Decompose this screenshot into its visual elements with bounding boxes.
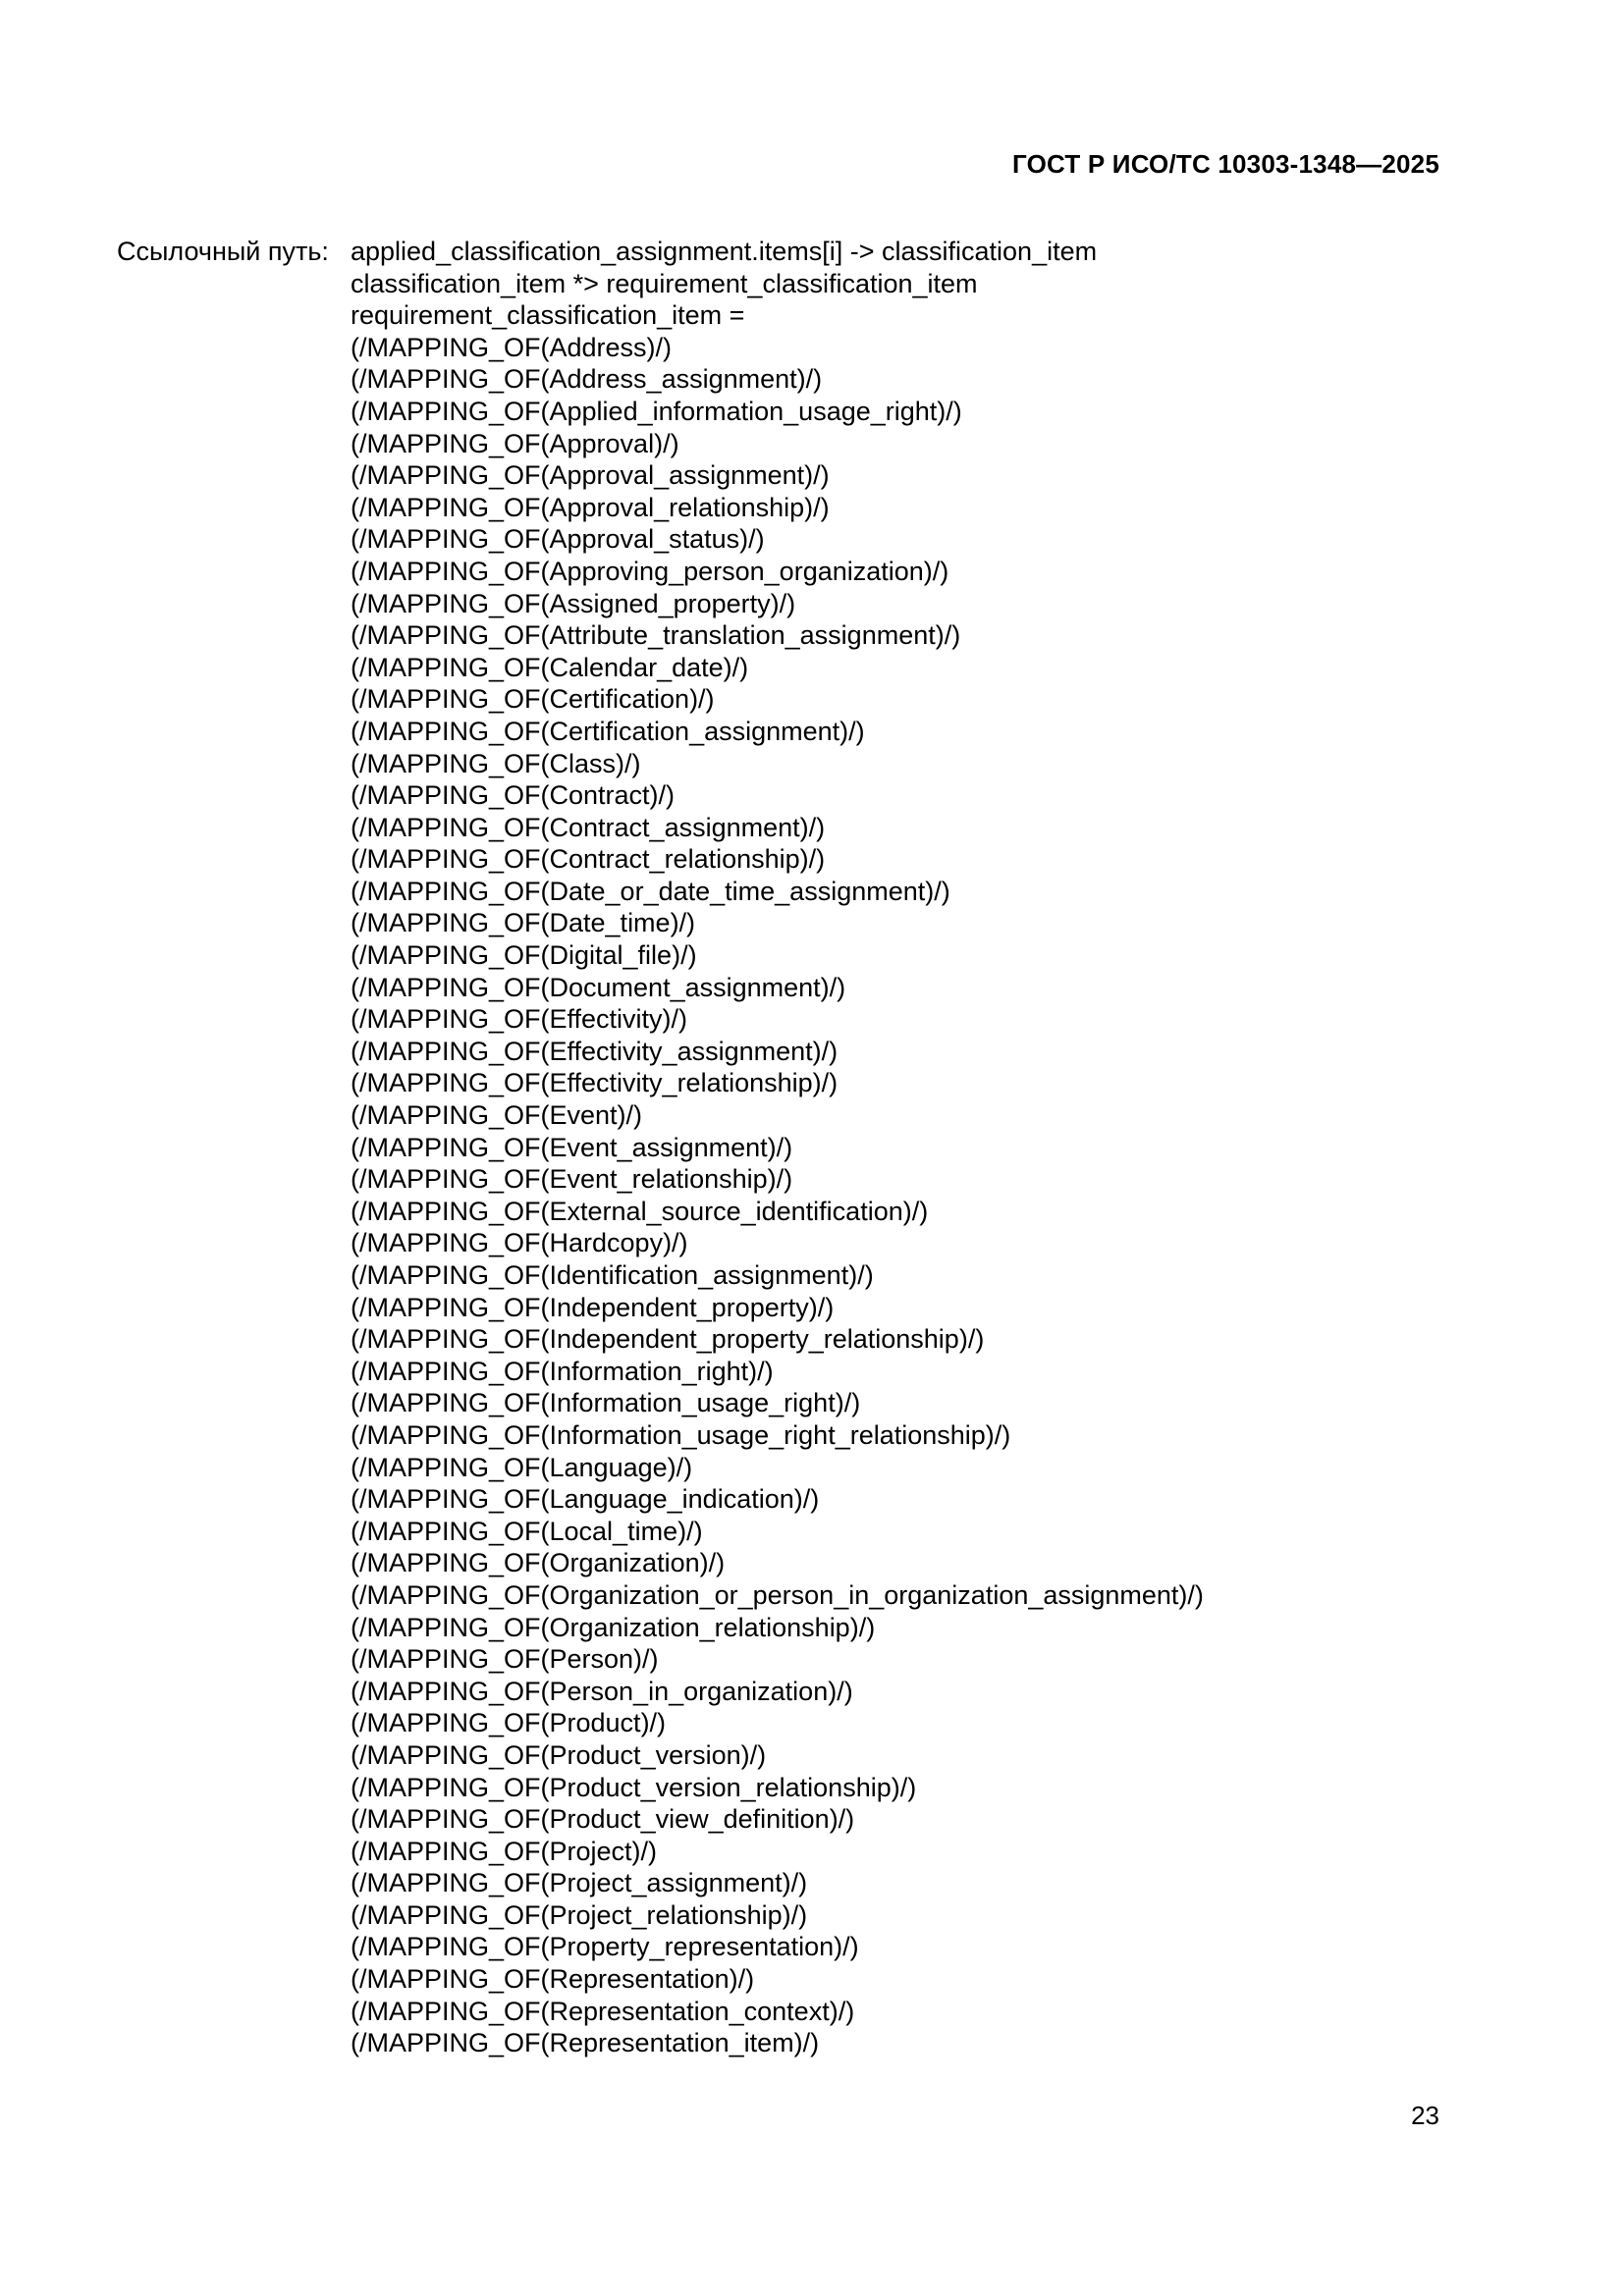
reference-path-line: (/MAPPING_OF(Attribute_translation_assignment)/) [351,620,961,651]
reference-path-line: requirement_classification_item = [351,300,745,331]
reference-path-line: (/MAPPING_OF(Effectivity_relationship)/) [351,1068,839,1098]
reference-path-line: (/MAPPING_OF(Approval)/) [351,428,679,458]
reference-path-line: (/MAPPING_OF(External_source_identification)/) [351,1196,929,1226]
reference-path-line: (/MAPPING_OF(Representation_item)/) [351,2028,820,2058]
reference-path-line: (/MAPPING_OF(Approving_person_organization)/) [351,556,949,586]
reference-path-line: (/MAPPING_OF(Information_usage_right)/) [351,1388,861,1418]
reference-path-line: (/MAPPING_OF(Identification_assignment)/) [351,1260,874,1290]
reference-path-line: (/MAPPING_OF(Digital_file)/) [351,940,697,971]
reference-path-row [117,236,1472,2059]
reference-path-line: classification_item *> requirement_classification_item [351,268,978,298]
reference-path-line: applied_classification_assignment.items[i] -> classification_item [351,237,1098,266]
reference-path-line: (/MAPPING_OF(Certification_assignment)/) [351,716,865,746]
reference-path-line: (/MAPPING_OF(Approval_status)/) [351,524,765,555]
reference-path-section [117,236,1472,2059]
reference-path-line: (/MAPPING_OF(Organization)/) [351,1548,726,1578]
reference-path-line: (/MAPPING_OF(Project)/) [351,1836,658,1866]
reference-path-line: (/MAPPING_OF(Independent_property)/) [351,1292,835,1322]
reference-path-line: (/MAPPING_OF(Local_time)/) [351,1516,703,1546]
reference-path-label: Ссылочный путь: [117,237,329,266]
reference-path-line: (/MAPPING_OF(Person)/) [351,1644,659,1675]
reference-path-line: (/MAPPING_OF(Effectivity_assignment)/) [351,1036,839,1066]
reference-path-line: (/MAPPING_OF(Applied_information_usage_right)/) [351,396,962,426]
reference-path-line: (/MAPPING_OF(Contract)/) [351,780,676,811]
reference-path-line: (/MAPPING_OF(Date_time)/) [351,908,696,938]
reference-path-line: (/MAPPING_OF(Contract_assignment)/) [351,812,826,842]
reference-path-line: (/MAPPING_OF(Effectivity)/) [351,1004,688,1035]
reference-path-line: (/MAPPING_OF(Product_version_relationship)/) [351,1772,917,1802]
reference-path-line: (/MAPPING_OF(Person_in_organization)/) [351,1676,853,1706]
reference-path-line: (/MAPPING_OF(Product_version)/) [351,1739,767,1770]
reference-path-line: (/MAPPING_OF(Representation)/) [351,1964,755,1995]
reference-path-line: (/MAPPING_OF(Approval_assignment)/) [351,460,830,491]
reference-path-line: (/MAPPING_OF(Representation_context)/) [351,1996,855,2026]
document-header: ГОСТ Р ИСО/ТС 10303-1348—2025 [1011,149,1439,179]
reference-path-line: (/MAPPING_OF(Hardcopy)/) [351,1228,688,1258]
reference-path-line: (/MAPPING_OF(Event_relationship)/) [351,1164,793,1195]
reference-path-line: (/MAPPING_OF(Date_or_date_time_assignment)/) [351,876,950,906]
reference-path-line: (/MAPPING_OF(Product)/) [351,1708,667,1738]
page-number: 23 [1411,2101,1439,2130]
reference-path-line: (/MAPPING_OF(Event)/) [351,1100,643,1131]
reference-path-line: (/MAPPING_OF(Document_assignment)/) [351,972,846,1002]
reference-path-lines [351,236,1472,2059]
reference-path-line: (/MAPPING_OF(Calendar_date)/) [351,652,749,682]
reference-path-line: (/MAPPING_OF(Language_indication)/) [351,1484,820,1515]
reference-path-line: (/MAPPING_OF(Product_view_definition)/) [351,1804,855,1835]
reference-path-line: (/MAPPING_OF(Project_assignment)/) [351,1868,808,1898]
reference-path-line: (/MAPPING_OF(Independent_property_relationship)/) [351,1324,985,1355]
reference-path-line: (/MAPPING_OF(Organization_relationship)/) [351,1612,876,1642]
reference-path-line: (/MAPPING_OF(Language)/) [351,1452,693,1482]
reference-path-line: (/MAPPING_OF(Information_usage_right_relationship)/) [351,1419,1011,1450]
reference-path-line: (/MAPPING_OF(Class)/) [351,748,641,778]
reference-path-line: (/MAPPING_OF(Address)/) [351,332,673,362]
reference-path-line: (/MAPPING_OF(Certification)/) [351,684,715,715]
reference-path-line: (/MAPPING_OF(Project_relationship)/) [351,1899,808,1930]
reference-path-line: (/MAPPING_OF(Contract_relationship)/) [351,844,826,875]
reference-path-line: (/MAPPING_OF(Information_right)/) [351,1356,774,1386]
reference-path-line: (/MAPPING_OF(Organization_or_person_in_organization_assignment)/) [351,1579,1204,1610]
reference-path-line: (/MAPPING_OF(Property_representation)/) [351,1932,859,1962]
reference-path-line: (/MAPPING_OF(Event_assignment)/) [351,1132,793,1162]
reference-path-line: (/MAPPING_OF(Approval_relationship)/) [351,492,830,522]
reference-path-line: (/MAPPING_OF(Address_assignment)/) [351,364,823,395]
reference-path-line: (/MAPPING_OF(Assigned_property)/) [351,588,796,618]
